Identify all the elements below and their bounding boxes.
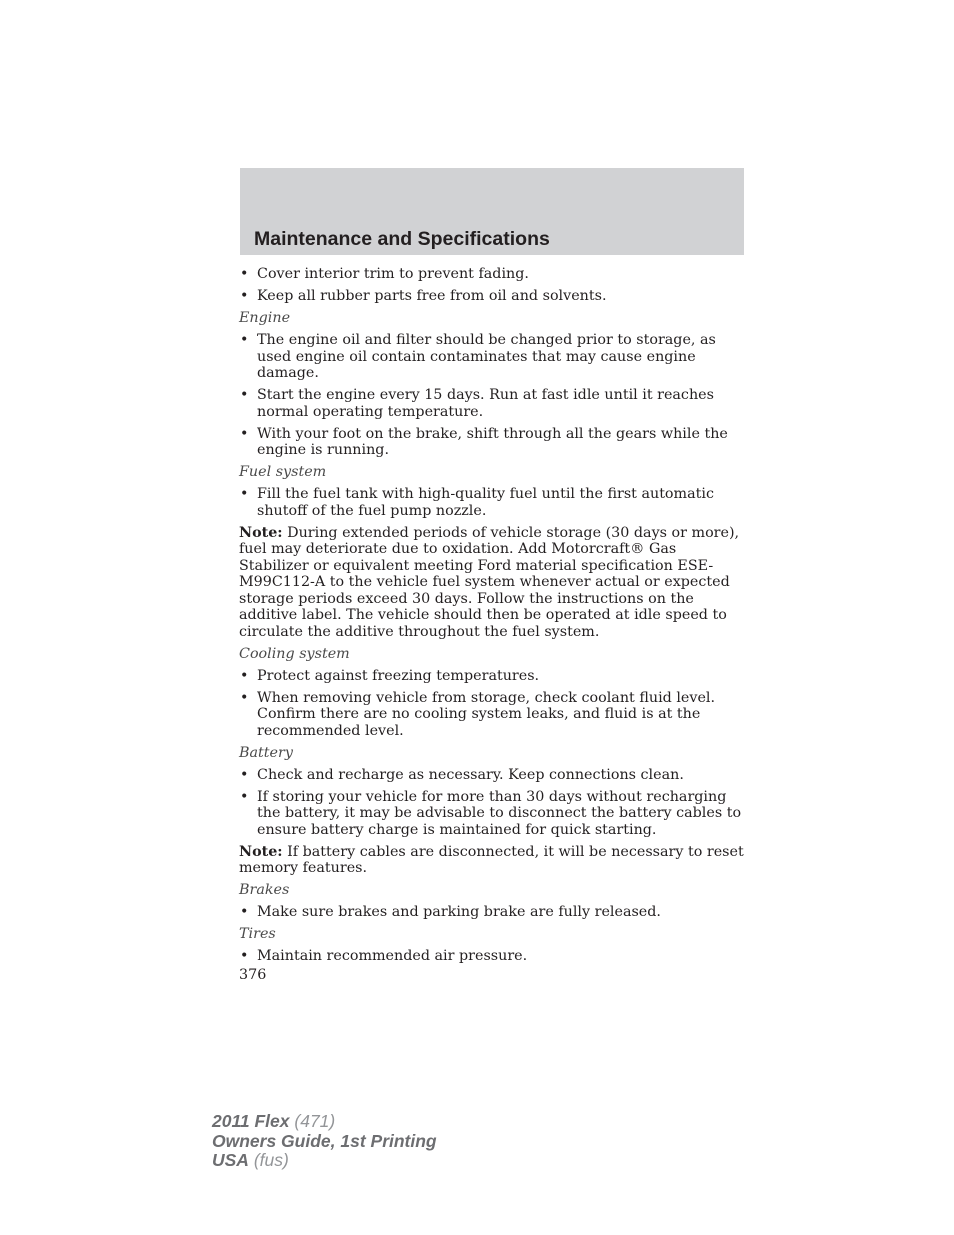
list-item: • Make sure brakes and parking brake are fully released. — [240, 904, 661, 920]
engine-heading: Engine — [239, 310, 291, 326]
list-item: • If storing your vehicle for more than 30 days without recharging the battery, it may be advisable to disconnect the battery cables to ensure battery charge is maintained for quick starting. — [240, 788, 742, 838]
bullet-icon: • — [240, 425, 249, 442]
list-item: • Protect against freezing temperatures. — [240, 667, 540, 684]
bullet-icon: • — [240, 486, 249, 502]
bullet-icon: • — [240, 387, 249, 403]
list-item: • The engine oil and filter should be changed prior to storage, as used engine oil contain contaminates that may cause engine damage. — [240, 332, 716, 381]
list-item: • Start the engine every 15 days. Run at fast idle until it reaches normal operating temperature. — [240, 387, 714, 420]
list-item: • Check and recharge as necessary. Keep connections clean. — [240, 766, 684, 783]
page-content — [239, 266, 745, 983]
bullet-icon: • — [240, 766, 249, 783]
fuel-system-heading: Fuel system — [239, 464, 327, 480]
print-footer — [212, 1112, 437, 1171]
cooling-system-heading: Cooling system — [239, 645, 350, 662]
footer-line-model: 2011 Flex (471) — [212, 1111, 336, 1131]
bullet-icon: • — [240, 332, 249, 348]
note-label: Note: — [239, 524, 283, 541]
battery-heading: Battery — [239, 744, 293, 761]
bullet-icon: • — [240, 266, 249, 282]
brakes-heading: Brakes — [239, 882, 290, 898]
bullet-icon: • — [240, 948, 249, 964]
footer-line-region: USA (fus) — [212, 1150, 289, 1170]
bullet-icon: • — [240, 689, 249, 706]
note-text: If battery cables are disconnected, it will be necessary to reset memory features. — [239, 843, 744, 876]
battery-note — [239, 844, 745, 877]
list-item: • Maintain recommended air pressure. — [240, 948, 528, 964]
list-item: • When removing vehicle from storage, check coolant fluid level. Confirm there are no cooling system leaks, and fluid is at the recommended level. — [240, 689, 716, 739]
bullet-icon: • — [240, 667, 249, 684]
note-text: During extended periods of vehicle storage (30 days or more), fuel may deteriorate due to oxidation. Add Motorcraft® Gas Stabilizer or equivalent meeting Ford material specification ESE-M99C112-A to the vehicle fuel system whenever actual or expected storage periods exceed 30 days. Follow the instructions on the additive label. The vehicle should then be operated at idle speed to circulate the additive throughout the fuel system. — [239, 524, 740, 640]
list-item: • Fill the fuel tank with high-quality fuel until the first automatic shutoff of the fuel pump nozzle. — [240, 486, 714, 519]
bullet-icon: • — [240, 788, 249, 805]
list-item: • Cover interior trim to prevent fading. — [240, 266, 529, 282]
fuel-note — [239, 525, 745, 641]
footer-line-guide: Owners Guide, 1st Printing — [212, 1130, 437, 1151]
list-item: • With your foot on the brake, shift through all the gears while the engine is running. — [240, 425, 728, 458]
tires-heading: Tires — [239, 926, 276, 942]
page-number: 376 — [239, 966, 267, 983]
bullet-icon: • — [240, 904, 249, 920]
section-title: Maintenance and Specifications — [254, 228, 550, 250]
bullet-icon: • — [240, 288, 249, 304]
section-header — [240, 168, 744, 255]
note-label: Note: — [239, 843, 283, 860]
list-item: • Keep all rubber parts free from oil and solvents. — [240, 288, 607, 304]
